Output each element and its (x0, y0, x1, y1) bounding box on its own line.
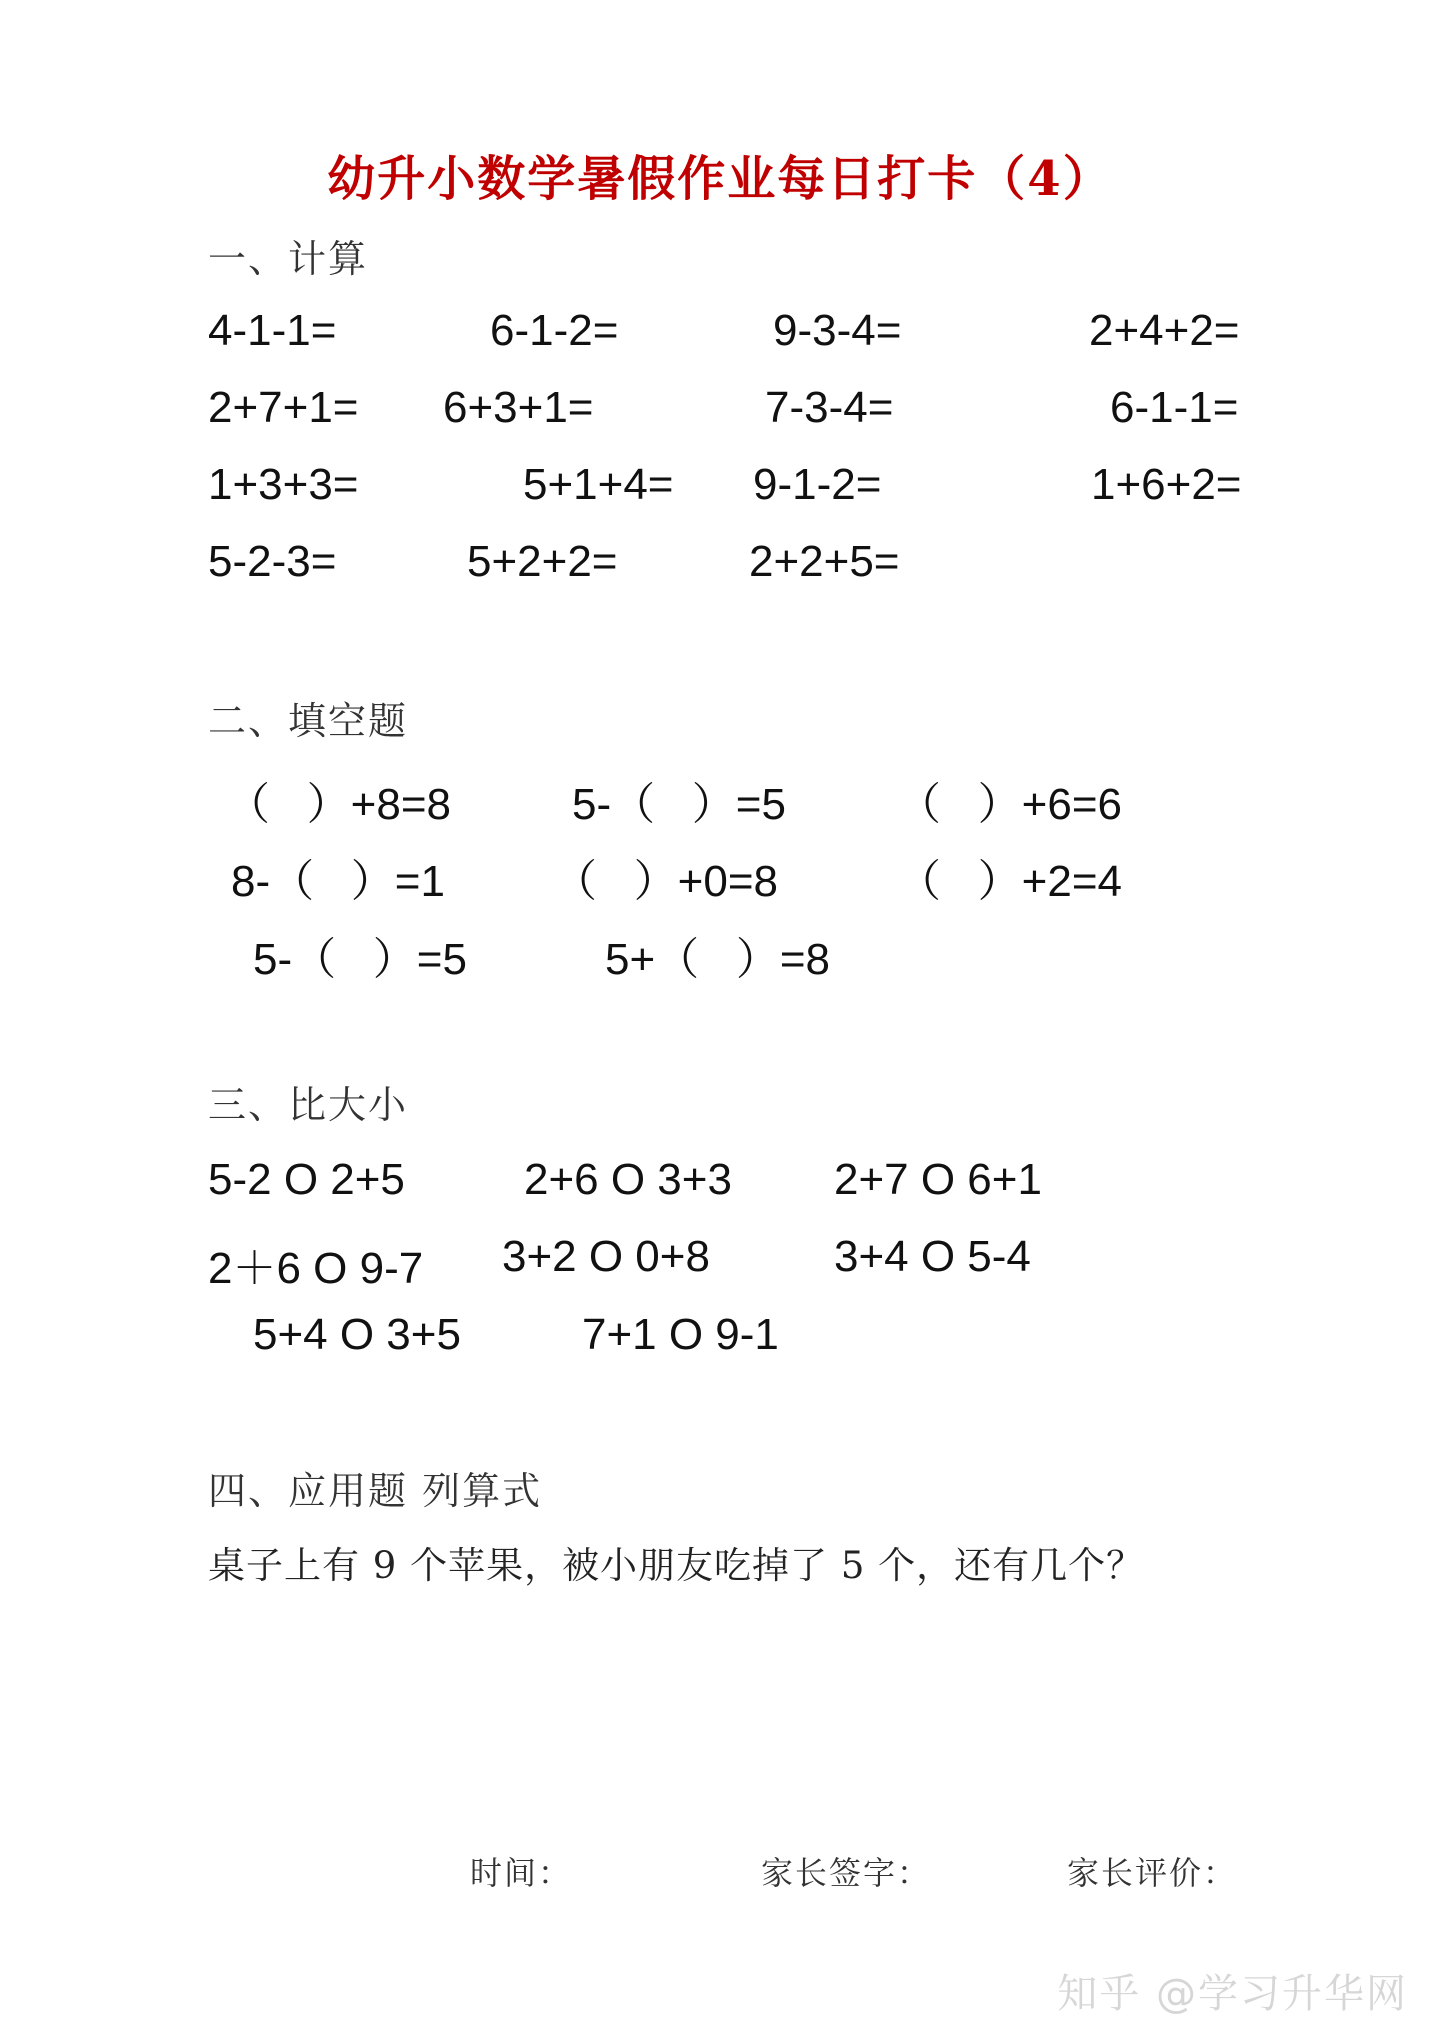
fill-blank-problem: （ ）+0=8 (553, 857, 779, 906)
compare-problem: 7+1 O 9-1 (582, 1310, 779, 1359)
calc-problem: 2+4+2= (1089, 306, 1240, 355)
calc-problem: 6+3+1= (443, 383, 594, 432)
section-heading-word-problem: 四、应用题 列算式 (208, 1469, 543, 1513)
calc-problem: 1+6+2= (1091, 460, 1242, 509)
worksheet-title: 幼升小数学暑假作业每日打卡（4） (327, 151, 1113, 207)
compare-problem: 2＋6 O 9-7 (208, 1244, 424, 1293)
compare-problem: 5-2 O 2+5 (208, 1155, 405, 1204)
compare-problem: 2+6 O 3+3 (524, 1155, 732, 1204)
calc-problem: 4-1-1= (208, 306, 337, 355)
calc-problem: 5+2+2= (467, 537, 618, 586)
calc-problem: 5-2-3= (208, 537, 337, 586)
calc-problem: 2+7+1= (208, 383, 359, 432)
fill-blank-problem: 5+（ ）=8 (605, 935, 831, 984)
compare-problem: 3+2 O 0+8 (502, 1232, 710, 1281)
calc-problem: 7-3-4= (765, 383, 894, 432)
calc-problem: 6-1-1= (1110, 383, 1239, 432)
section-heading-calculation: 一、计算 (208, 237, 369, 281)
section-heading-compare: 三、比大小 (208, 1083, 409, 1127)
fill-blank-problem: 8-（ ）=1 (231, 857, 445, 906)
calc-problem: 9-3-4= (773, 306, 902, 355)
calc-problem: 1+3+3= (208, 460, 359, 509)
calc-problem: 6-1-2= (490, 306, 619, 355)
calc-problem: 5+1+4= (523, 460, 674, 509)
fill-blank-problem: 5-（ ）=5 (572, 780, 786, 829)
fill-blank-problem: （ ）+8=8 (226, 780, 452, 829)
fill-blank-problem: 5-（ ）=5 (253, 935, 467, 984)
compare-problem: 3+4 O 5-4 (834, 1232, 1031, 1281)
calc-problem: 9-1-2= (753, 460, 882, 509)
section-heading-fill-blank: 二、填空题 (208, 699, 409, 743)
fill-blank-problem: （ ）+6=6 (897, 780, 1123, 829)
parent-signature-label: 家长签字： (761, 1854, 932, 1892)
calc-problem: 2+2+5= (749, 537, 900, 586)
parent-evaluation-label: 家长评价： (1067, 1854, 1238, 1892)
compare-problem: 2+7 O 6+1 (834, 1155, 1042, 1204)
word-problem-question: 桌子上有 9 个苹果，被小朋友吃掉了 5 个，还有几个？ (208, 1544, 1145, 1587)
time-field-label: 时间： (470, 1854, 573, 1892)
compare-problem: 5+4 O 3+5 (253, 1310, 461, 1359)
fill-blank-problem: （ ）+2=4 (897, 857, 1123, 906)
zhihu-watermark: 知乎 @学习升华网 (1057, 1971, 1408, 2017)
